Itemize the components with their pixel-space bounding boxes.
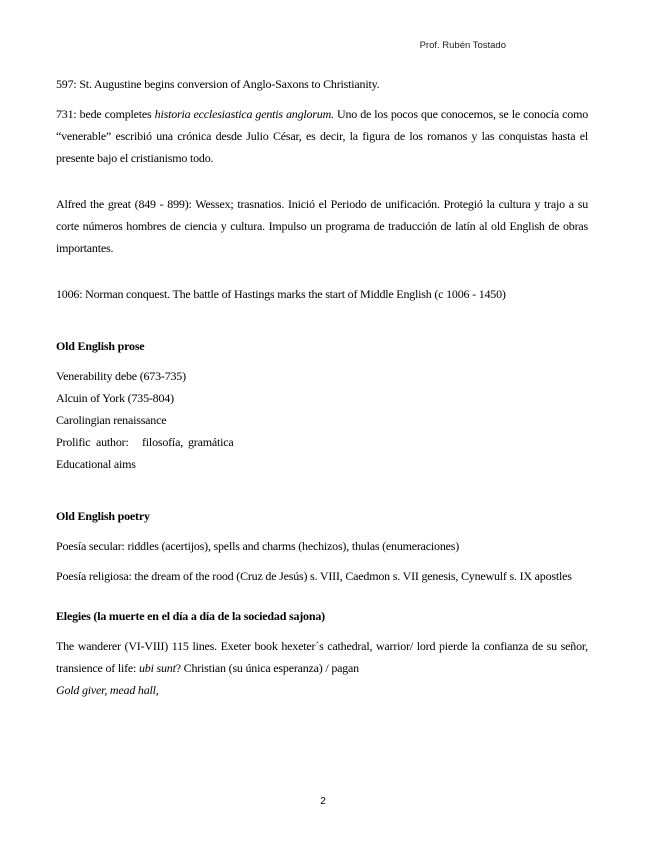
timeline-731-title: historia ecclesiastica gentis anglorum. — [154, 107, 334, 121]
prose-list — [56, 365, 588, 475]
poetry-religious: Poesía religiosa: the dream of the rood (Cruz de Jesús) s. VIII, Caedmon s. VII genesis, Cynewulf s. IX apostles — [56, 569, 572, 583]
timeline-1006: 1006: Norman conquest. The battle of Hastings marks the start of Middle English (c 1006 - 1450) — [56, 287, 506, 301]
wanderer-prefix: The wanderer (VI-VIII) 115 lines. Exeter book hexeter´s cathedral, warrior/ lord pierde la confianza de su señor, transience of life: — [56, 639, 588, 675]
prolific-word-2: author: — [96, 435, 129, 449]
wanderer-rest: ? Christian (su única esperanza) / pagan — [175, 661, 359, 675]
wanderer-ubi-sunt: ubi sunt — [138, 661, 176, 675]
elegies-heading: Elegies (la muerte en el día a día de la sociedad sajona) — [56, 609, 325, 623]
elegy-gold-giver — [56, 679, 588, 701]
gold-giver-text: Gold giver, mead hall, — [56, 683, 159, 697]
prose-item-bede: Venerability debe (673-735) — [56, 369, 186, 383]
document-body — [56, 73, 588, 701]
elegy-wanderer — [56, 635, 588, 679]
prose-heading: Old English prose — [56, 339, 145, 353]
prose-item-carolingian: Carolingian renaissance — [56, 413, 167, 427]
prose-item-alcuin: Alcuin of York (735-804) — [56, 391, 174, 405]
prose-item-educational: Educational aims — [56, 457, 136, 471]
timeline-731-prefix: 731: bede completes — [56, 107, 155, 121]
timeline-alfred: Alfred the great (849 - 899): Wessex; trasnatios. Inició el Periodo de unificación. Protegió la cultura y trajo a su corte números hombres de ciencia y cultura. Impulso un programa de traducción de latín al old English de obras importantes. — [56, 197, 588, 255]
prolific-word-1: Prolific — [56, 435, 91, 449]
page-header-author: Prof. Rubén Tostado — [419, 40, 506, 51]
poetry-secular: Poesía secular: riddles (acertijos), spells and charms (hechizos), thulas (enumeraciones) — [56, 539, 460, 553]
timeline-597: 597: St. Augustine begins conversion of Anglo-Saxons to Christianity. — [56, 77, 380, 91]
timeline-731-rest: Uno de los pocos que conocemos, se le conocía como “venerable” escribió una crónica desde Julio César, es decir, la figura de los romanos y las conquistas hasta el presente bajo el cristianismo todo. — [56, 107, 589, 165]
prolific-word-3: filosofía, — [142, 435, 183, 449]
prolific-word-4: gramática — [188, 435, 234, 449]
timeline-731 — [56, 103, 588, 169]
poetry-heading: Old English poetry — [56, 509, 150, 523]
page-number: 2 — [320, 796, 326, 807]
prose-item-prolific — [56, 431, 588, 453]
